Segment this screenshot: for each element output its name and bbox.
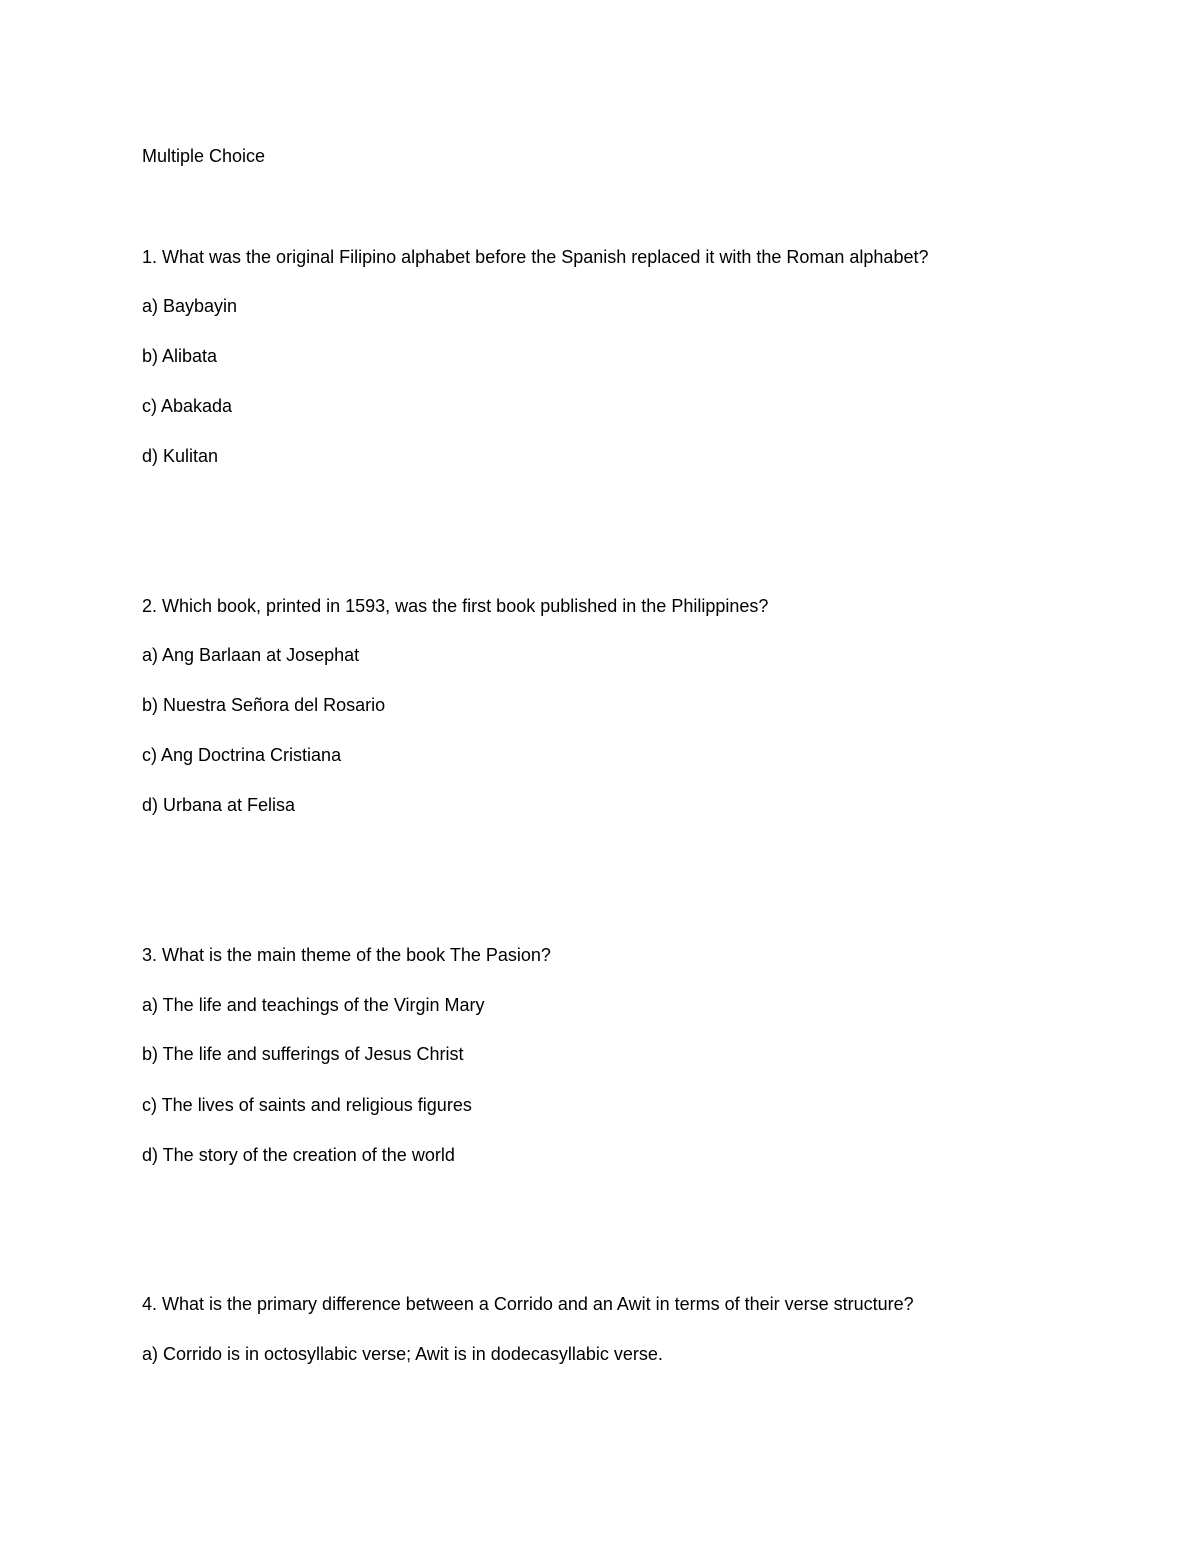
question-1-option-b: b) Alibata <box>142 346 218 366</box>
question-3-option-b: b) The life and sufferings of Jesus Christ <box>142 1044 464 1064</box>
question-2-prompt: 2. Which book, printed in 1593, was the first book published in the Philippines? <box>142 596 769 616</box>
question-3-option-c: c) The lives of saints and religious figures <box>142 1095 472 1115</box>
question-1-option-c: c) Abakada <box>142 396 233 416</box>
document-heading: Multiple Choice <box>142 146 266 166</box>
question-2-option-b: b) Nuestra Señora del Rosario <box>142 695 386 715</box>
question-3-prompt: 3. What is the main theme of the book The Pasion? <box>142 945 551 965</box>
question-1-prompt: 1. What was the original Filipino alphabet before the Spanish replaced it with the Roman alphabet? <box>142 247 929 267</box>
question-4-prompt: 4. What is the primary difference between a Corrido and an Awit in terms of their verse structure? <box>142 1294 914 1314</box>
question-1-option-d: d) Kulitan <box>142 446 219 466</box>
question-2-option-c: c) Ang Doctrina Cristiana <box>142 745 342 765</box>
question-3-option-a: a) The life and teachings of the Virgin Mary <box>142 995 485 1015</box>
question-1-option-a: a) Baybayin <box>142 296 238 316</box>
question-2-option-a: a) Ang Barlaan at Josephat <box>142 645 360 665</box>
question-2-option-d: d) Urbana at Felisa <box>142 795 296 815</box>
question-3-option-d: d) The story of the creation of the world <box>142 1145 455 1165</box>
question-4-option-a: a) Corrido is in octosyllabic verse; Awit is in dodecasyllabic verse. <box>142 1344 663 1364</box>
